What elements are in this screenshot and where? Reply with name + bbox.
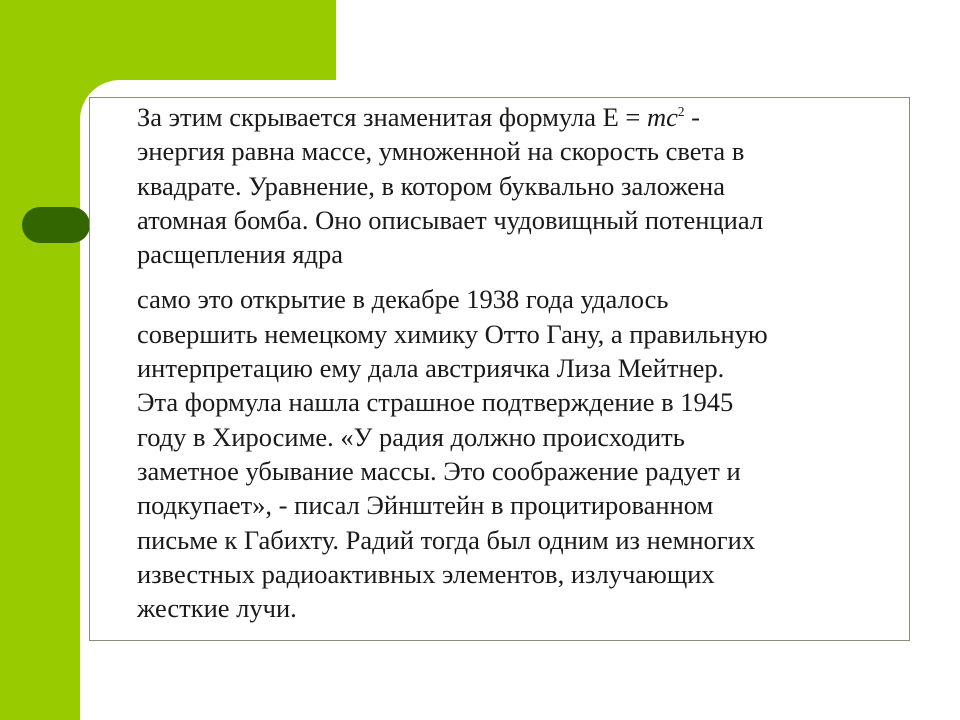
paragraph-formula bbox=[137, 100, 907, 271]
formula-variable: mc bbox=[646, 102, 678, 132]
formula-exponent: 2 bbox=[677, 104, 685, 120]
green-tab-accent bbox=[22, 207, 90, 243]
paragraph-discovery: само это открытие в декабре 1938 года удалось совершить немецкому химику Отто Гану, а правильную интерпретацию ему дала австриячка Лиза Мейтнер. Эта формула нашла страшное подтверждение в 1945 году в Хиросиме. «У радия должно происходить заметное убывание массы. Это соображение радует и подкупает», - писал Эйнштейн в процитированном письме к Габихту. Радий тогда был одним из немногих известных радиоактивных элементов, излучающих жесткие лучи. bbox=[137, 284, 768, 624]
body-text bbox=[137, 100, 907, 625]
paragraph-formula-rest: - энергия равна массе, умноженной на скорость света в квадрате. Уравнение, в котором буквально заложена атомная бомба. Оно описывает чудовищный потенциал расщепления ядра bbox=[137, 102, 764, 270]
paragraph-formula-lead: За этим скрывается знаменитая формула Е = bbox=[137, 102, 647, 132]
